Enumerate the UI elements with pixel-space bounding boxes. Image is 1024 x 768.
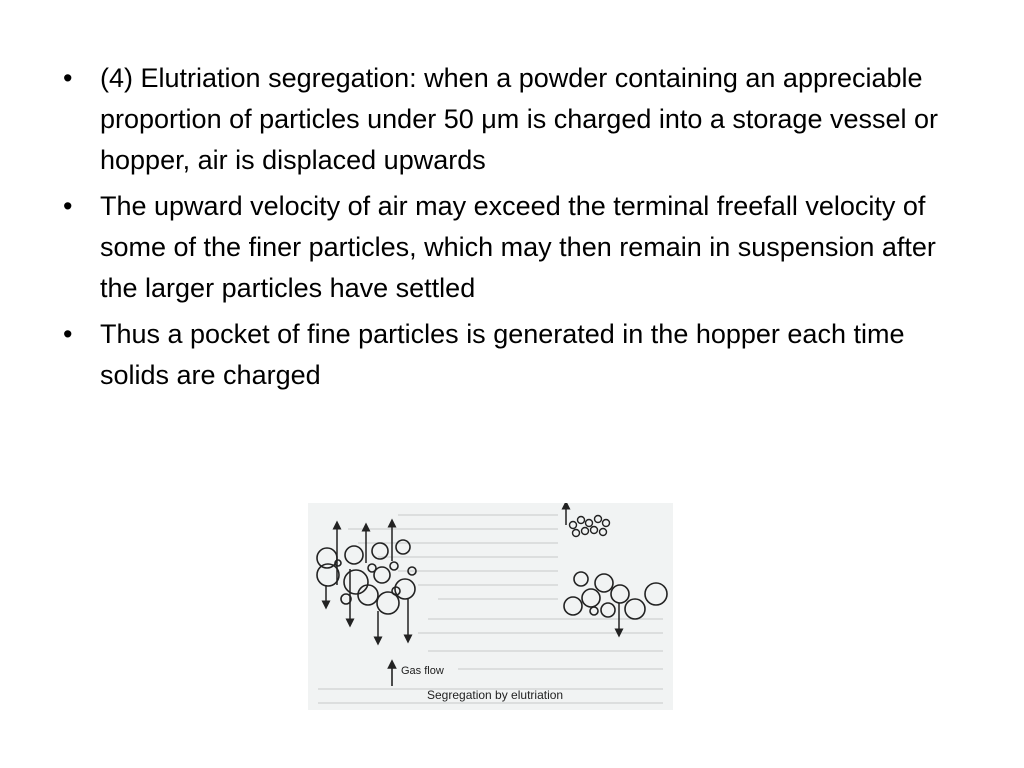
particle-arrows-left bbox=[326, 523, 408, 641]
bullet-marker: • bbox=[63, 319, 73, 349]
bullet-marker: • bbox=[63, 191, 73, 221]
bullet-item bbox=[60, 186, 975, 309]
bullet-text: Thus a pocket of fine particles is generated in the hopper each time solids are charged bbox=[100, 319, 905, 390]
bullet-item bbox=[60, 314, 975, 396]
bullet-text: The upward velocity of air may exceed the terminal freefall velocity of some of the finer particles, which may then remain in suspension after the larger particles have settled bbox=[100, 191, 936, 303]
elutriation-figure bbox=[308, 503, 673, 710]
background-scan-text bbox=[318, 515, 663, 703]
settled-particles-group bbox=[564, 572, 667, 619]
bullet-marker: • bbox=[63, 63, 73, 93]
bullet-text: (4) Elutriation segregation: when a powder containing an appreciable proportion of particles under 50 μm is charged into a storage vessel or hopper, air is displaced upwards bbox=[100, 63, 939, 175]
figure-caption: Segregation by elutriation bbox=[427, 688, 564, 702]
bullet-item bbox=[60, 58, 975, 181]
fine-particles-group bbox=[570, 516, 610, 537]
bullet-list bbox=[60, 58, 975, 401]
elutriation-diagram bbox=[308, 503, 673, 710]
gas-flow-label: Gas flow bbox=[401, 665, 444, 677]
